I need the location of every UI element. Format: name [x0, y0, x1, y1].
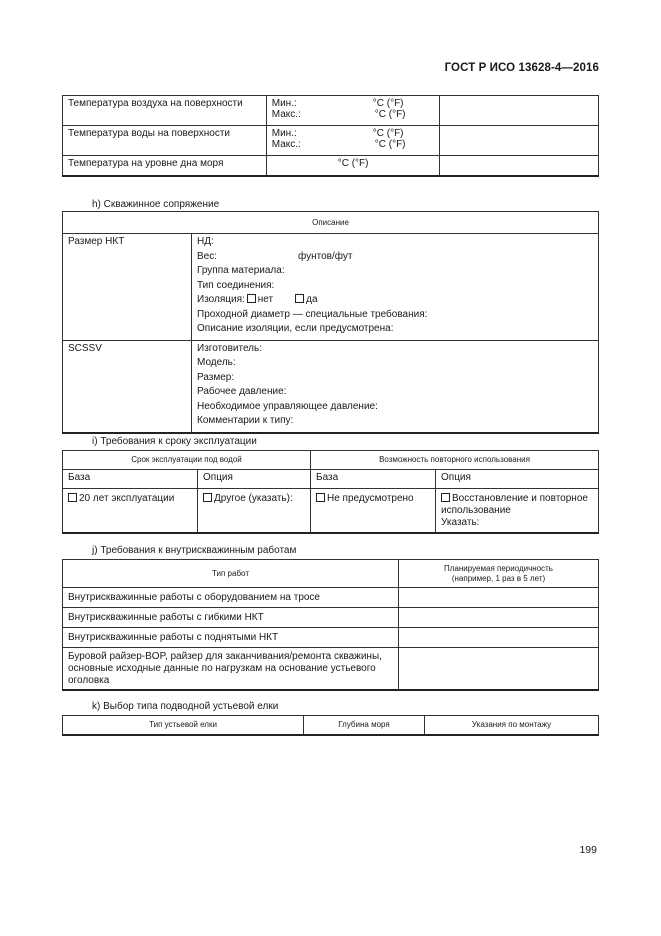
temp-value[interactable]: [440, 126, 599, 156]
frequency-cell[interactable]: [399, 648, 599, 691]
temp-value[interactable]: [440, 156, 599, 176]
reuse-header: Возможность повторного использования: [311, 451, 599, 470]
work-type-row: Буровой райзер-BOP, райзер для заканчивания/ремонта скважины, основные исходные данные по нагрузкам на основание устьевого оголовка: [63, 648, 399, 691]
frequency-cell[interactable]: [399, 608, 599, 628]
page-number: 199: [579, 844, 597, 856]
document-header: ГОСТ Р ИСО 13628-4—2016: [444, 62, 599, 74]
section-i-title: i) Требования к сроку эксплуатации: [92, 436, 257, 447]
restore-reuse-checkbox[interactable]: [441, 493, 450, 502]
insulation-no-checkbox[interactable]: [247, 294, 256, 303]
work-type-row: Внутрискважинные работы с гибкими НКТ: [63, 608, 399, 628]
subsea-life-header: Срок эксплуатации под водой: [63, 451, 311, 470]
well-interface-table: [62, 211, 599, 434]
work-type-row: Внутрискважинные работы с оборудованием на тросе: [63, 588, 399, 608]
tubing-size-label: Размер НКТ: [63, 234, 192, 341]
temp-minmax: Мин.: °С (°F) Макс.: °С (°F): [266, 96, 440, 126]
temp-label: Температура воды на поверхности: [63, 126, 267, 156]
option-restore-reuse: Восстановление и повторное использование Указать:: [436, 489, 599, 533]
tree-type-header: Тип устьевой елки: [63, 716, 304, 735]
installation-guidance-header: Указания по монтажу: [425, 716, 599, 735]
scssv-details: Изготовитель: Модель: Размер: Рабочее давление: Необходимое управляющее давление: Комментарии к типу:: [192, 340, 599, 433]
temperature-table: [62, 95, 599, 177]
scssv-label: SCSSV: [63, 340, 192, 433]
col-option: Опция: [198, 470, 311, 489]
section-h-title: h) Скважинное сопряжение: [92, 199, 220, 210]
tubing-details: НД: Вес: фунтов/фут Группа материала: Тип соединения: Изоляция: нет да Проходной диаметр — специальные требования: Описание изоляции, если предусмотрена:: [192, 234, 599, 341]
20-years-checkbox[interactable]: [68, 493, 77, 502]
tree-type-table: [62, 715, 599, 736]
temp-unit: °С (°F): [266, 156, 440, 176]
option-20-years: 20 лет эксплуатации: [63, 489, 198, 533]
col-base: База: [311, 470, 436, 489]
section-j-title: j) Требования к внутрискважинным работам: [92, 545, 297, 556]
service-life-table: [62, 450, 599, 534]
frequency-header: Планируемая периодичность (например, 1 раз в 5 лет): [399, 560, 599, 588]
not-provided-checkbox[interactable]: [316, 493, 325, 502]
temp-label: Температура на уровне дна моря: [63, 156, 267, 176]
work-type-header: Тип работ: [63, 560, 399, 588]
water-depth-header: Глубина моря: [304, 716, 425, 735]
col-option: Опция: [436, 470, 599, 489]
temp-minmax: Мин.: °С (°F) Макс.: °С (°F): [266, 126, 440, 156]
work-type-row: Внутрискважинные работы с поднятыми НКТ: [63, 628, 399, 648]
section-k-title: k) Выбор типа подводной устьевой елки: [92, 701, 279, 712]
frequency-cell[interactable]: [399, 628, 599, 648]
temp-label: Температура воздуха на поверхности: [63, 96, 267, 126]
description-header: Описание: [63, 212, 599, 234]
col-base: База: [63, 470, 198, 489]
frequency-cell[interactable]: [399, 588, 599, 608]
workover-table: [62, 559, 599, 691]
option-not-provided: Не предусмотрено: [311, 489, 436, 533]
other-checkbox[interactable]: [203, 493, 212, 502]
insulation-yes-checkbox[interactable]: [295, 294, 304, 303]
temp-value[interactable]: [440, 96, 599, 126]
option-other: Другое (указать):: [198, 489, 311, 533]
